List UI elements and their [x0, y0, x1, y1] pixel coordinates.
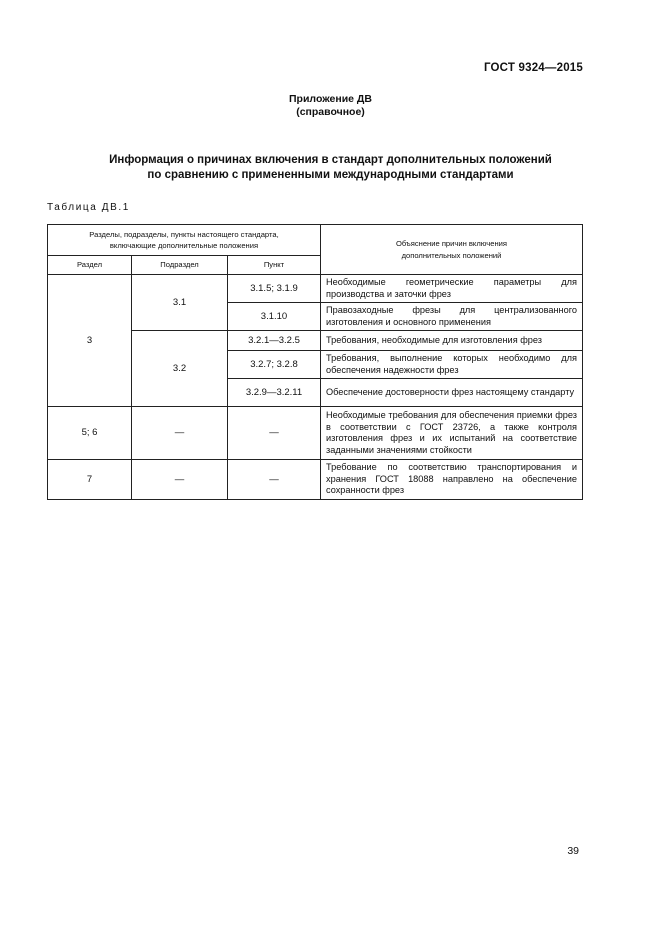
item-cell: —	[228, 407, 321, 460]
item-cell: 3.2.7; 3.2.8	[228, 351, 321, 379]
appendix-title: Приложение ДВ	[289, 93, 372, 105]
table-row	[48, 407, 583, 460]
header-group-line-1: Разделы, подразделы, пункты настоящего стандарта,	[89, 229, 279, 239]
header-explanation-cell	[321, 225, 583, 275]
item-cell: 3.2.9—3.2.11	[228, 379, 321, 407]
appendix-subtitle: (справочное)	[296, 106, 365, 118]
item-cell: 3.2.1—3.2.5	[228, 331, 321, 351]
item-cell: 3.1.5; 3.1.9	[228, 275, 321, 303]
explanation-cell: Требования, выполнение которых необходимо для обеспечения надежности фрез	[321, 351, 583, 379]
table-caption: Таблица ДВ.1	[47, 202, 130, 213]
table-row	[48, 275, 583, 303]
explanation-cell: Требования, необходимые для изготовления фрез	[321, 331, 583, 351]
document-title-line-2: по сравнению с примененными международными стандартами	[147, 169, 514, 181]
page-number: 39	[567, 845, 579, 857]
appendix-heading	[0, 93, 661, 119]
table-row	[48, 460, 583, 500]
header-group-line-2: включающие дополнительные положения	[109, 241, 259, 250]
subsection-cell: —	[132, 460, 228, 500]
item-cell: 3.1.10	[228, 303, 321, 331]
document-title	[0, 153, 661, 183]
section-cell: 7	[48, 460, 132, 500]
subsection-cell: —	[132, 407, 228, 460]
header-item: Пункт	[228, 256, 321, 275]
section-cell: 5; 6	[48, 407, 132, 460]
explanation-cell: Обеспечение достоверности фрез настоящему стандарту	[321, 379, 583, 407]
explanation-cell: Необходимые геометрические параметры для производства и заточки фрез	[321, 275, 583, 303]
header-explanation-line-1: Объяснение причин включения	[395, 239, 508, 248]
standard-code: ГОСТ 9324—2015	[483, 62, 583, 74]
header-section: Раздел	[48, 256, 132, 275]
additions-table	[47, 224, 583, 500]
subsection-cell: 3.1	[132, 275, 228, 331]
header-subsection: Подраздел	[132, 256, 228, 275]
header-group-cell	[48, 225, 321, 256]
section-cell: 3	[48, 275, 132, 407]
item-cell: —	[228, 460, 321, 500]
subsection-cell: 3.2	[132, 331, 228, 407]
explanation-cell: Требование по соответствию транспортирования и хранения ГОСТ 18088 направлено на обеспечение сохранности фрез	[321, 460, 583, 500]
header-explanation-line-2: дополнительных положений	[401, 250, 502, 260]
table-header-row	[48, 225, 583, 256]
document-title-line-1: Информация о причинах включения в стандарт дополнительных положений	[109, 154, 552, 166]
explanation-cell: Необходимые требования для обеспечения приемки фрез в соответствии с ГОСТ 23726, а также контроля изготовления фрез и их испытаний на соответствие заданными значениями стойкости	[321, 407, 583, 460]
explanation-cell: Правозаходные фрезы для централизованного изготовления и основного применения	[321, 303, 583, 331]
